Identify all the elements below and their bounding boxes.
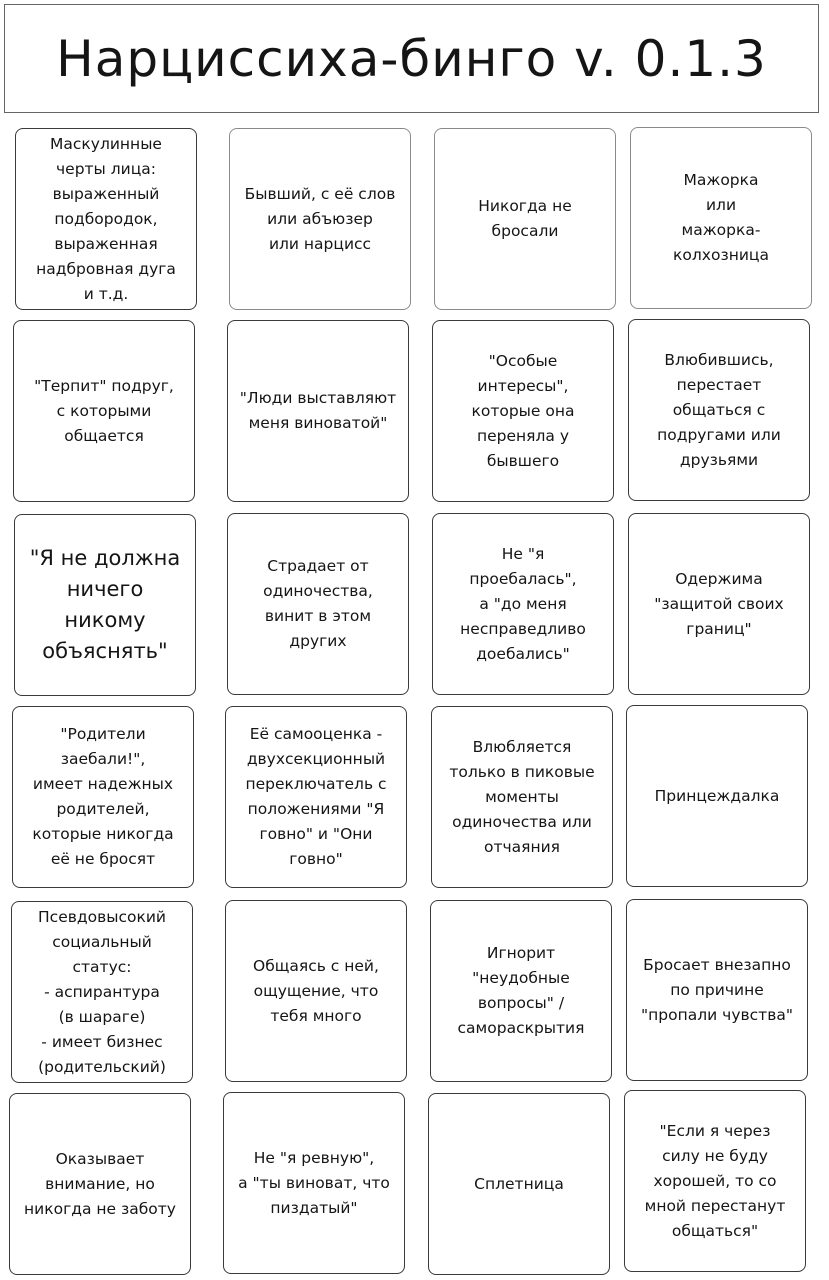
bingo-cell-text: Общаясь с ней, ощущение, что тебя много [253, 956, 379, 1025]
bingo-cell[interactable] [13, 320, 195, 502]
bingo-cell-text: Одержима "защитой своих границ" [654, 569, 784, 638]
bingo-cell-text: Бросает внезапно по причине "пропали чувства" [641, 955, 793, 1024]
bingo-cell[interactable] [626, 705, 808, 887]
bingo-cell[interactable] [227, 513, 409, 695]
bingo-cell-text: Влюбляется только в пиковые моменты одиночества или отчаяния [449, 737, 595, 856]
bingo-cell-text: "Я не должна ничего никому объяснять" [29, 546, 181, 663]
bingo-cell[interactable] [15, 128, 197, 310]
bingo-cell-text: Принцеждалка [654, 786, 780, 805]
bingo-cell[interactable] [225, 900, 407, 1082]
bingo-cell-text: Псевдовысокий социальный статус: - аспирантура (в шараге) - имеет бизнес (родительский) [38, 907, 166, 1076]
page-title: Нарциссиха-бинго v. 0.1.3 [56, 29, 767, 88]
bingo-cell-text: "Особые интересы", которые она переняла у бывшего [471, 351, 575, 470]
bingo-cell[interactable] [432, 513, 614, 695]
bingo-cell[interactable] [431, 706, 613, 888]
bingo-cell-text: Игнорит "неудобные вопросы" / самораскрытия [457, 944, 585, 1037]
bingo-cell[interactable] [11, 901, 193, 1083]
bingo-cell[interactable] [432, 320, 614, 502]
bingo-cell[interactable] [12, 706, 194, 888]
bingo-cell-text: Маскулинные черты лица: выраженный подбородок, выраженная надбровная дуга и т.д. [36, 134, 176, 303]
bingo-cell-text: Не "я проебалась", а "до меня несправедливо доебались" [460, 544, 586, 663]
title-banner [4, 4, 819, 113]
bingo-cell-text: Её самооценка - двухсекционный переключатель с положениями "Я говно" и "Они говно" [245, 725, 387, 868]
bingo-cell[interactable] [628, 513, 810, 695]
bingo-cell[interactable] [227, 320, 409, 502]
bingo-cell[interactable] [223, 1092, 405, 1274]
bingo-cell-text: Влюбившись, перестает общаться с подругами или друзьями [657, 350, 781, 469]
bingo-cell[interactable] [434, 128, 616, 310]
bingo-cell-text: Страдает от одиночества, винит в этом других [263, 557, 373, 650]
bingo-cell[interactable] [428, 1093, 610, 1275]
bingo-cell[interactable] [430, 900, 612, 1082]
bingo-cell-text: Не "я ревную", а "ты виноват, что пиздатый" [238, 1148, 390, 1217]
bingo-cell-text: Сплетница [474, 1174, 564, 1193]
bingo-cell-text: Никогда не бросали [478, 197, 572, 240]
bingo-cell-text: "Родители заебали!", имеет надежных родителей, которые никогда её не бросят [32, 725, 174, 868]
bingo-cell[interactable] [626, 899, 808, 1081]
bingo-cell-text: Оказывает внимание, но никогда не заботу [24, 1149, 176, 1218]
bingo-cell[interactable] [229, 128, 411, 310]
bingo-cell-text: Бывший, с её слов или абъюзер или нарцисс [244, 184, 396, 253]
bingo-cell[interactable] [225, 706, 407, 888]
bingo-cell[interactable] [630, 127, 812, 309]
bingo-cell-text: "Если я через силу не буду хорошей, то со мной перестанут общаться" [644, 1121, 786, 1240]
bingo-cell[interactable] [9, 1093, 191, 1275]
bingo-cell[interactable] [14, 514, 196, 696]
bingo-cell-text: "Терпит" подруг, с которыми общается [34, 376, 174, 445]
bingo-cell[interactable] [628, 319, 810, 501]
bingo-cell[interactable] [624, 1090, 806, 1272]
bingo-cell-text: "Люди выставляют меня виноватой" [239, 389, 397, 432]
bingo-cell-text: Мажорка или мажорка- колхозница [673, 171, 769, 264]
